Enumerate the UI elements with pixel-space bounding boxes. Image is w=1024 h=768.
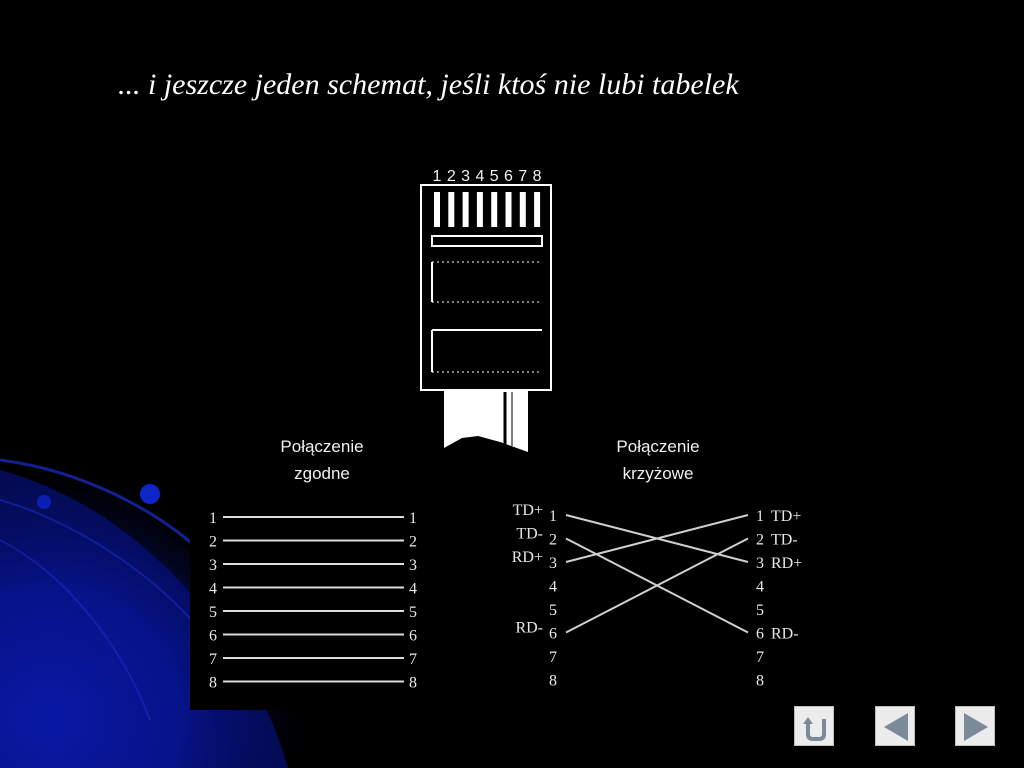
straight-right-pin: 3 [409, 557, 417, 574]
plug-cable [444, 390, 528, 452]
rj45-plug [421, 168, 551, 452]
plug-latch-slot [432, 236, 542, 246]
plug-pin-number: 7 [518, 168, 528, 185]
triangle-left-icon [876, 707, 916, 747]
straight-right-pin: 4 [409, 580, 417, 598]
return-arrow-icon [795, 707, 835, 747]
plug-body [421, 185, 551, 390]
cross-right-pin: 8 [756, 672, 764, 690]
straight-left-pin: 3 [209, 557, 217, 574]
cross-right-pin: 1 [756, 508, 764, 525]
cross-left-pin: 5 [549, 602, 557, 619]
previous-slide-button[interactable] [875, 706, 915, 746]
straight-left-pin: 8 [209, 674, 217, 692]
plug-contact [506, 192, 512, 227]
straight-left-pin: 4 [209, 580, 217, 598]
cross-left-pin: 7 [549, 649, 557, 666]
next-slide-button[interactable] [955, 706, 995, 746]
plug-contact [477, 192, 483, 227]
cross-left-pin: 1 [549, 508, 557, 525]
plug-contact [491, 192, 497, 227]
plug-contact [463, 192, 469, 227]
diagram-panel [190, 490, 830, 710]
plug-contact [534, 192, 540, 227]
cross-left-pin: 4 [549, 578, 557, 596]
plug-contacts [434, 192, 540, 227]
plug-pin-number: 3 [461, 168, 471, 185]
plug-contact [520, 192, 526, 227]
straight-left-pin: 5 [209, 604, 217, 621]
straight-left-pin: 2 [209, 533, 217, 551]
cross-left-signal: TD+ [512, 502, 543, 519]
cross-left-signal: RD+ [511, 549, 543, 566]
plug-pin-number: 5 [489, 168, 499, 185]
cross-left-signal: TD- [516, 525, 543, 543]
triangle-right-icon [956, 707, 996, 747]
cross-left-pin: 8 [549, 672, 557, 690]
cross-right-signal: TD- [771, 531, 798, 549]
cross-title-line1: Połączenie [616, 437, 700, 456]
plug-contact [448, 192, 454, 227]
plug-pin-number: 4 [475, 168, 485, 185]
return-button[interactable] [794, 706, 834, 746]
straight-title-line1: Połączenie [280, 437, 364, 456]
plug-contact [434, 192, 440, 227]
plug-pin-number: 1 [432, 168, 442, 185]
straight-title-line2: zgodne [294, 464, 350, 483]
cross-right-signal: RD+ [771, 555, 803, 572]
cross-left-pin: 6 [549, 625, 557, 643]
straight-left-pin: 1 [209, 510, 217, 527]
cross-right-pin: 4 [756, 578, 764, 596]
cross-right-pin: 7 [756, 649, 764, 666]
cross-right-pin: 5 [756, 602, 764, 619]
plug-pin-number: 6 [504, 168, 513, 185]
plug-pin-number: 8 [532, 168, 542, 185]
cross-right-pin: 3 [756, 555, 764, 572]
straight-right-pin: 2 [409, 533, 417, 551]
straight-right-pin: 5 [409, 604, 417, 621]
straight-left-pin: 6 [209, 627, 217, 645]
straight-right-pin: 6 [409, 627, 417, 645]
cross-right-signal: RD- [771, 625, 799, 643]
cross-right-pin: 6 [756, 625, 764, 643]
slide-title: ... i jeszcze jeden schemat, jeśli ktoś nie lubi tabelek [118, 68, 739, 101]
straight-right-pin: 8 [409, 674, 417, 692]
plug-pin-numbers [433, 168, 542, 185]
straight-right-pin: 7 [409, 651, 417, 668]
cross-left-signal: RD- [515, 619, 543, 637]
cross-title-line2: krzyżowe [622, 464, 694, 483]
straight-left-pin: 7 [209, 651, 217, 668]
cross-right-pin: 2 [756, 531, 764, 549]
cross-left-pin: 3 [549, 555, 557, 572]
plug-pin-number: 2 [446, 168, 456, 185]
straight-right-pin: 1 [409, 510, 417, 527]
cross-left-pin: 2 [549, 531, 557, 549]
cross-right-signal: TD+ [771, 508, 802, 525]
